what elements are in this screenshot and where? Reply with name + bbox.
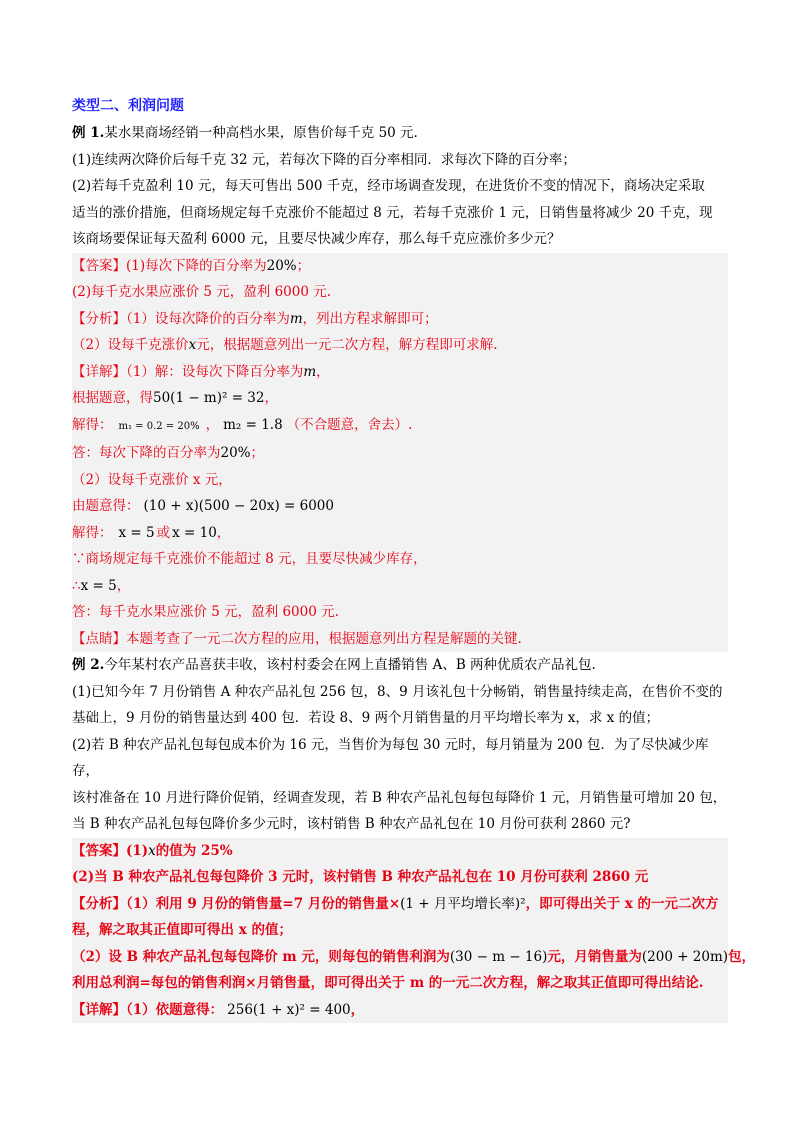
example-2-label: 例 2. <box>72 657 105 673</box>
example-2-analysis-line-4: 利用总利润=每包的销售利润×月销售量，即可得出关于 m 的一元二次方程，解之取其正值即可得出结论. <box>72 975 704 991</box>
example-2-solution-block <box>72 838 756 1024</box>
example-1-detail-line-8: ∵商场规定每千克涨价不能超过 8 元，且要尽快减少库存， <box>72 551 427 567</box>
example-2-detail-line-1: 【详解】（1）依题意得： 256(1 + x)² = 400， <box>72 1001 365 1018</box>
document-page <box>72 96 756 1023</box>
example-1-label: 例 1. <box>72 125 105 141</box>
example-2-question-1-line-1: (1)已知今年 7 月份销售 A 种农产品礼包 256 包，8、9 月该礼包十分畅销，销售量持续走高，在售价不变的 <box>72 683 723 700</box>
example-1-question-2-line-3: 该商场要保证每天盈利 6000 元，且要尽快减少库存，那么每千克应涨价多少元？ <box>72 231 561 247</box>
example-1-detail-line-6: 由题意得： (10 + x)(500 − 20x) = 6000 <box>72 498 334 514</box>
example-1-detail-line-7: 解得： x = 5 或 x = 10， <box>72 524 231 541</box>
section-heading: 类型二、利润问题 <box>72 98 184 114</box>
example-2-question-1-line-2: 基础上，9 月份的销售量达到 400 包．若设 8、9 两个月销售量的月平均增长率为 x，求 x 的值； <box>72 710 660 726</box>
example-1-analysis-line-1: 【分析】（1）设每次降价的百分率为m，列出方程求解即可； <box>72 310 438 327</box>
example-2-question-2-line-2: 该村准备在 10 月进行降价促销，经调查发现，若 B 种农产品礼包每包每降价 1 元，月销售量可增加 20 包， <box>72 789 727 806</box>
example-1-question-2-line-2: 适当的涨价措施，但商场规定每千克涨价不能超过 8 元，若每千克涨价 1 元，日销售量将减少 20 千克，现 <box>72 204 713 221</box>
example-1-analysis-line-2: （2）设每千克涨价x元，根据题意列出一元二次方程，解方程即可求解. <box>72 337 498 353</box>
example-2-question-2-line-1: (2)若 B 种农产品礼包每包成本价为 16 元，当售价为每包 30 元时，每月销量为 200 包．为了尽快减少库存， <box>72 736 709 779</box>
example-1-detail-line-1: 【详解】（1）解：设每次下降百分率为m， <box>72 363 330 380</box>
example-1-intro: 例 1.某水果商场经销一种高档水果，原售价每千克 50 元. <box>72 125 418 141</box>
example-2-intro: 例 2.今年某村农产品喜获丰收，该村村委会在网上直播销售 A、B 两种优质农产品礼包. <box>72 657 596 673</box>
example-1-detail-line-2: 根据题意，得50(1 − m)² = 32， <box>72 390 278 406</box>
example-1-detail-line-4: 答：每次下降的百分率为20%； <box>72 445 265 461</box>
example-1-answer-line-1: 【答案】(1)每次下降的百分率为20%； <box>72 257 311 274</box>
example-1-answer-line-2: (2)每千克水果应涨价 5 元，盈利 6000 元. <box>72 284 332 300</box>
example-2-answer-line-1: 【答案】(1)x的值为 25% <box>72 842 233 859</box>
example-1-question-1: (1)连续两次降价后每千克 32 元，若每次下降的百分率相同．求每次下降的百分率； <box>72 151 576 168</box>
example-2-answer-line-2: (2)当 B 种农产品礼包每包降价 3 元时，该村销售 B 种农产品礼包在 10 月份可获利 2860 元 <box>72 869 649 885</box>
example-2-analysis-line-2: 程，解之取其正值即可得出 x 的值； <box>72 922 292 938</box>
example-1-point: 【点睛】本题考查了一元二次方程的应用，根据题意列出方程是解题的关键. <box>72 630 522 647</box>
example-1-solution-block <box>72 253 728 653</box>
example-2-analysis-line-1: 【分析】（1）利用 9 月份的销售量=7 月份的销售量×(1 + 月平均增长率)²，即可得出关于 x 的一元二次方 <box>72 895 719 912</box>
example-1-detail-line-3: 解得： m₁ = 0.2 = 20% ， m₂ = 1.8 （不合题意，舍去）. <box>72 416 413 433</box>
example-1-question-2-line-1: (2)若每千克盈利 10 元，每天可售出 500 千克，经市场调查发现，在进货价不变的情况下，商场决定采取 <box>72 178 705 194</box>
example-1-detail-line-9: ∴x = 5， <box>72 577 131 594</box>
example-1-detail-line-5: （2）设每千克涨价 x 元， <box>72 471 232 488</box>
example-2-analysis-line-3: （2）设 B 种农产品礼包每包降价 m 元，则每包的销售利润为(30 − m − 16)元，月销售量为(200 + 20m)包， <box>72 948 756 965</box>
example-2-question-2-line-3: 当 B 种农产品礼包每包降价多少元时，该村销售 B 种农产品礼包在 10 月份可获利 2860 元? <box>72 816 631 832</box>
example-1-detail-line-10: 答：每千克水果应涨价 5 元，盈利 6000 元. <box>72 604 339 620</box>
